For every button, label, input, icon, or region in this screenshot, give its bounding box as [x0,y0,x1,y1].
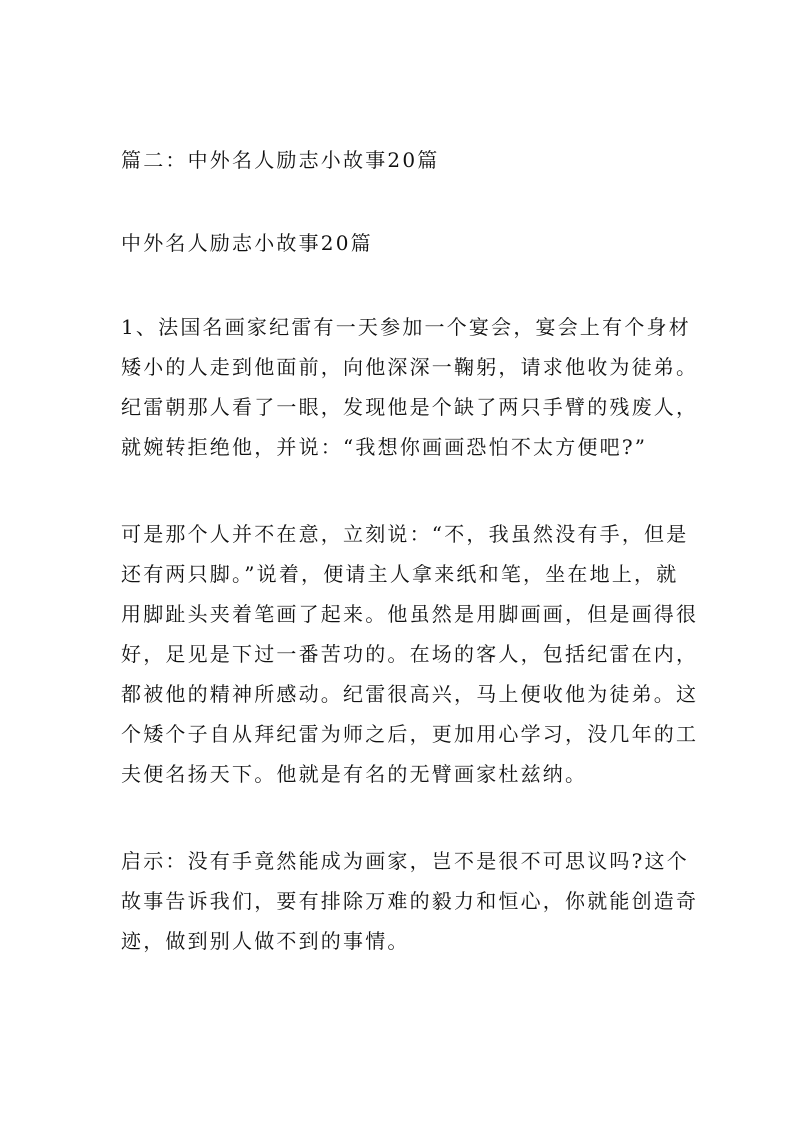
paragraph-line: 纪雷朝那人看了一眼，发现他是个缺了两只手臂的残废人， [121,395,699,419]
section-heading: 篇二：中外名人励志小故事20篇 [121,148,440,172]
paragraph-line: 启示：没有手竟然能成为画家，岂不是很不可思议吗?这个 [121,849,689,873]
paragraph-line: 可是那个人并不在意，立刻说：“不，我虽然没有手，但是 [121,522,689,546]
paragraph-line: 迹，做到别人做不到的事情。 [121,929,410,953]
document-title: 中外名人励志小故事20篇 [121,231,373,255]
paragraph-line: 矮小的人走到他面前，向他深深一鞠躬，请求他收为徒弟。 [121,355,699,379]
paragraph-line: 个矮个子自从拜纪雷为师之后，更加用心学习，没几年的工 [121,722,699,746]
paragraph-line: 就婉转拒绝他，并说：“我想你画画恐怕不太方便吧?” [121,435,648,459]
paragraph-line: 用脚趾头夹着笔画了起来。他虽然是用脚画画，但是画得很 [121,602,699,626]
paragraph-line: 好，足见是下过一番苦功的。在场的客人，包括纪雷在内， [121,642,699,666]
paragraph-line: 还有两只脚。”说着，便请主人拿来纸和笔，坐在地上，就 [121,562,679,586]
paragraph-line: 夫便名扬天下。他就是有名的无臂画家杜兹纳。 [121,762,588,786]
paragraph-line: 都被他的精神所感动。纪雷很高兴，马上便收他为徒弟。这 [121,682,699,706]
paragraph-line: 1、法国名画家纪雷有一天参加一个宴会，宴会上有个身材 [121,315,691,339]
paragraph-line: 故事告诉我们，要有排除万难的毅力和恒心，你就能创造奇 [121,889,699,913]
